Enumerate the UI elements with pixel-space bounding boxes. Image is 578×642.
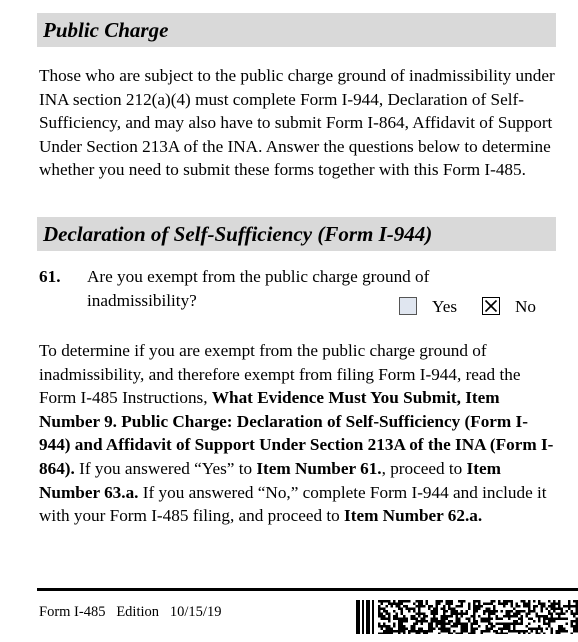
instructions-text-3: , proceed to <box>381 458 467 478</box>
public-charge-heading <box>37 13 556 47</box>
barcode-image <box>356 600 578 634</box>
footer-divider <box>37 588 578 591</box>
instructions-bold-2: Item Number 61. <box>256 458 382 478</box>
instructions-bold-4: Item Number 62.a. <box>344 506 483 526</box>
instructions-text-2: If you answered “Yes” to <box>74 458 257 478</box>
question-61-yes-label: Yes <box>432 297 458 316</box>
question-61-no-label: No <box>515 297 537 316</box>
instructions-bold-1: What Evidence Must You Submit, Item Number 9. Public Charge: Declaration of Self-Sufficiency (Form I-944) and Affidavit of Support Under Section 213A of the INA (Form I-864). <box>39 388 554 478</box>
footer-form-info: Form I-485 Edition 10/15/19 <box>39 604 222 620</box>
instructions-text-4: If you answered “No,” complete Form I-944 and include it with your Form I-485 filing, and proceed to <box>39 482 547 526</box>
self-sufficiency-heading <box>37 217 556 251</box>
instructions-bold-3: Item Number 63.a. <box>39 458 501 502</box>
checkmark-x-icon <box>483 298 499 314</box>
question-61-no-checkbox[interactable] <box>482 297 500 315</box>
instructions-text-1: To determine if you are exempt from the public charge ground of inadmissibility, and therefore exempt from filing Form I-944, read the Form I-485 Instructions, <box>39 341 521 408</box>
question-61-yes-checkbox[interactable] <box>399 297 417 315</box>
public-charge-intro: Those who are subject to the public charge ground of inadmissibility under INA section 212(a)(4) must complete Form I-944, Declaration of Self-Sufficiency, and may also have to submit Form I-864, Affidavit of Support Under Section 213A of the INA. Answer the questions below to determine whether you need to submit these forms together with this Form I-485. <box>39 66 555 180</box>
public-charge-heading-text: Public Charge <box>43 18 169 42</box>
self-sufficiency-heading-text: Declaration of Self-Sufficiency (Form I-944) <box>43 222 433 246</box>
question-61-number: 61. <box>39 267 61 286</box>
question-61-instructions <box>39 339 559 528</box>
question-61-text: Are you exempt from the public charge ground of inadmissibility? <box>87 267 430 310</box>
